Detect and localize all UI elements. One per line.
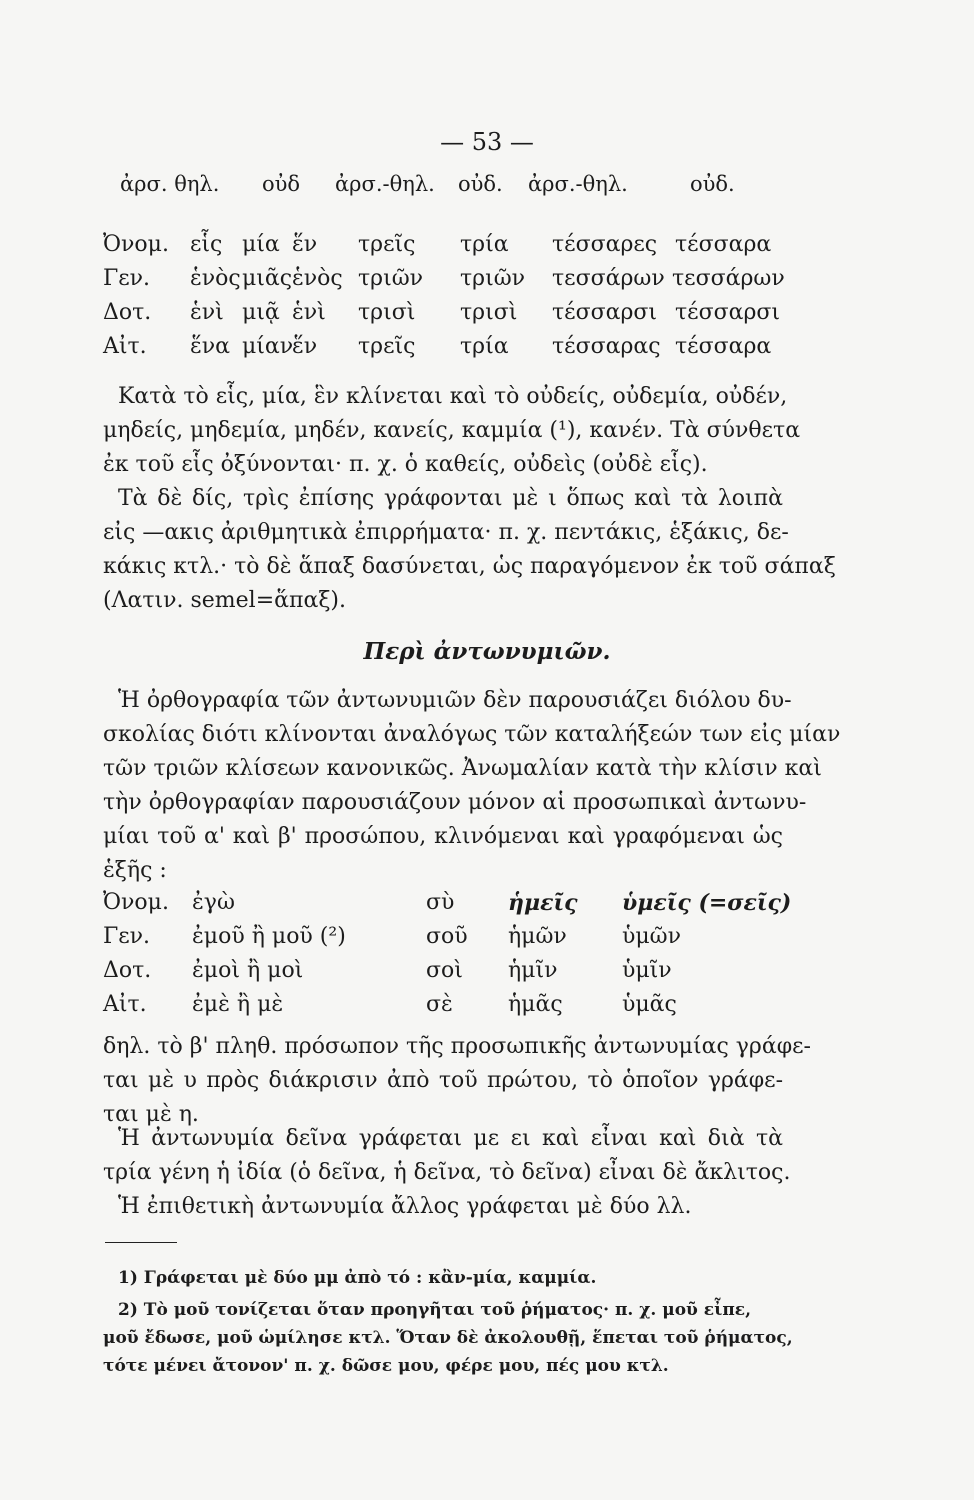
text-line: Ἡ ἀντωνυμία δεῖνα γράφεται με ει καὶ εἶναι καὶ διὰ τὰ	[118, 1126, 783, 1151]
numeral-cell: μίαν	[242, 334, 294, 359]
text-line: τρία γένη ἡ ἰδία (ὁ δεῖνα, ἡ δεῖνα, τὸ δεῖνα) εἶναι δὲ ἄκλιτος.	[103, 1160, 791, 1185]
pronoun-cell: σὺ	[426, 890, 455, 915]
numeral-cell: τεσσάρων	[552, 266, 665, 291]
text-line: Τὰ δὲ δίς, τρὶς ἐπίσης γράφονται μὲ ι ὅπως καὶ τὰ λοιπὰ	[118, 486, 783, 511]
numeral-header: ἀρσ. θηλ.	[120, 172, 220, 196]
numeral-cell: εἷς	[190, 232, 223, 257]
footnote: τότε μένει ἄτονον' π. χ. δῶσε μου, φέρε μου, πές μου κτλ.	[103, 1356, 669, 1376]
text-line: σκολίας διότι κλίνονται ἀναλόγως τῶν καταλήξεών των εἰς μίαν	[103, 722, 841, 747]
numeral-cell: τέσσαρα	[675, 334, 772, 359]
numeral-cell: τρία	[460, 232, 509, 257]
numeral-cell: τρία	[460, 334, 509, 359]
numeral-cell: τρεῖς	[358, 334, 416, 359]
text-line: ται μὲ υ πρὸς διάκρισιν ἀπὸ τοῦ πρώτου, τὸ ὁποῖον γράφε-	[103, 1068, 783, 1093]
numeral-cell: τρισὶ	[358, 300, 416, 325]
numeral-cell: ἑνὶ	[190, 300, 224, 325]
pronoun-cell: ὑμᾶς	[622, 992, 677, 1017]
numeral-cell: ἑνὶ	[292, 300, 326, 325]
pronoun-cell: ἡμᾶς	[508, 992, 563, 1017]
section-title: Περὶ ἀντωνυμιῶν.	[363, 638, 611, 665]
numeral-cell: τέσσαρσι	[552, 300, 658, 325]
numeral-cell: ἕν	[292, 232, 318, 257]
numeral-header: οὐδ.	[458, 172, 503, 196]
numeral-cell: μιᾶς	[242, 266, 293, 291]
numeral-cell: τεσσάρων	[672, 266, 785, 291]
footnote-rule	[105, 1242, 177, 1243]
pronoun-cell: ἐγὼ	[192, 890, 235, 915]
text-line: ται μὲ η.	[103, 1102, 199, 1127]
pronoun-cell: ἐμὲ ἢ μὲ	[192, 992, 284, 1017]
pronoun-cell: Γεν.	[103, 924, 151, 949]
pronoun-cell: σοῦ	[426, 924, 468, 949]
text-line: Ἡ ὀρθογραφία τῶν ἀντωνυμιῶν δὲν παρουσιάζει διόλου δυ-	[118, 688, 792, 713]
numeral-cell: ἑνὸς	[190, 266, 241, 291]
pronoun-cell: σὲ	[426, 992, 453, 1017]
numeral-cell: τριῶν	[460, 266, 526, 291]
text-line: τῶν τριῶν κλίσεων κανονικῶς. Ἀνωμαλίαν κατὰ τὴν κλίσιν καὶ	[103, 756, 822, 781]
text-line: μηδείς, μηδεμία, μηδέν, κανείς, καμμία (¹), κανέν. Τὰ σύνθετα	[103, 418, 801, 443]
numeral-cell: τρεῖς	[358, 232, 416, 257]
numeral-header: ἀρσ.-θηλ.	[528, 172, 628, 196]
text-line: εἰς —ακις ἀριθμητικὰ ἐπιρρήματα· π. χ. πεντάκις, ἑξάκις, δε-	[103, 520, 789, 545]
pronoun-cell: Ὀνομ.	[103, 890, 169, 915]
pronoun-cell: Δοτ.	[103, 958, 152, 983]
pronoun-cell: ἡμῶν	[508, 924, 567, 949]
numeral-cell: τέσσαρας	[552, 334, 661, 359]
pronoun-cell: ἡμεῖς	[508, 890, 578, 916]
numeral-header: οὐδ.	[690, 172, 735, 196]
text-line: (Λατιν. semel=ἅπαξ).	[103, 588, 347, 613]
text-line: κάκις κτλ.· τὸ δὲ ἅπαξ δασύνεται, ὡς παραγόμενον ἐκ τοῦ σάπαξ	[103, 554, 836, 579]
numeral-cell: Γεν.	[103, 266, 151, 291]
numeral-header: ἀρσ.-θηλ.	[335, 172, 435, 196]
footnote: 2) Τὸ μοῦ τονίζεται ὅταν προηγῆται τοῦ ῥήματος· π. χ. μοῦ εἶπε,	[118, 1300, 752, 1320]
text-line: Κατὰ τὸ εἷς, μία, ἓν κλίνεται καὶ τὸ οὐδείς, οὐδεμία, οὐδέν,	[118, 384, 788, 409]
numeral-cell: τέσσαρες	[552, 232, 658, 257]
footnote: μοῦ ἔδωσε, μοῦ ὡμίλησε κτλ. Ὅταν δὲ ἀκολουθῇ, ἕπεται τοῦ ῥήματος,	[103, 1328, 793, 1348]
page-number: — 53 —	[440, 128, 534, 156]
numeral-cell: τέσσαρα	[675, 232, 772, 257]
pronoun-cell: ἡμῖν	[508, 958, 558, 983]
text-line: ἑξῆς :	[103, 858, 167, 883]
numeral-cell: Δοτ.	[103, 300, 152, 325]
paragraph-allos: Ἡ ἐπιθετικὴ ἀντωνυμία ἄλλος γράφεται μὲ δύο λλ.	[118, 1194, 692, 1219]
numeral-cell: τριῶν	[358, 266, 424, 291]
pronoun-cell: ὑμῶν	[622, 924, 681, 949]
pronoun-cell: Αἰτ.	[103, 992, 147, 1017]
text-line: τὴν ὀρθογραφίαν παρουσιάζουν μόνον αἱ προσωπικαὶ ἀντωνυ-	[103, 790, 807, 815]
numeral-header: οὐδ	[262, 172, 301, 196]
pronoun-cell: ὑμῖν	[622, 958, 672, 983]
numeral-cell: ἑνὸς	[292, 266, 343, 291]
pronoun-cell: ἐμοὶ ἢ μοὶ	[192, 958, 304, 983]
numeral-cell: ἕνα	[190, 334, 231, 359]
pronoun-cell: ὑμεῖς (=σεῖς)	[622, 890, 792, 916]
numeral-cell: τρισὶ	[460, 300, 518, 325]
pronoun-cell: σοὶ	[426, 958, 463, 983]
numeral-cell: μία	[242, 232, 280, 257]
text-line: μίαι τοῦ α' καὶ β' προσώπου, κλινόμεναι καὶ γραφόμεναι ὡς	[103, 824, 783, 849]
numeral-cell: τέσσαρσι	[675, 300, 781, 325]
pronoun-cell: ἐμοῦ ἢ μοῦ (²)	[192, 924, 346, 949]
numeral-cell: μιᾷ	[242, 300, 280, 325]
text-line: ἐκ τοῦ εἷς ὀξύνονται· π. χ. ὁ καθείς, οὐδεὶς (οὐδὲ εἷς).	[103, 452, 708, 477]
numeral-cell: Ὀνομ.	[103, 232, 169, 257]
footnote: 1) Γράφεται μὲ δύο μμ ἀπὸ τό : κἂν-μία, καμμία.	[118, 1268, 597, 1288]
text-line: δηλ. τὸ β' πληθ. πρόσωπον τῆς προσωπικῆς ἀντωνυμίας γράφε-	[103, 1034, 811, 1059]
numeral-cell: ἕν	[292, 334, 318, 359]
numeral-cell: Αἰτ.	[103, 334, 147, 359]
